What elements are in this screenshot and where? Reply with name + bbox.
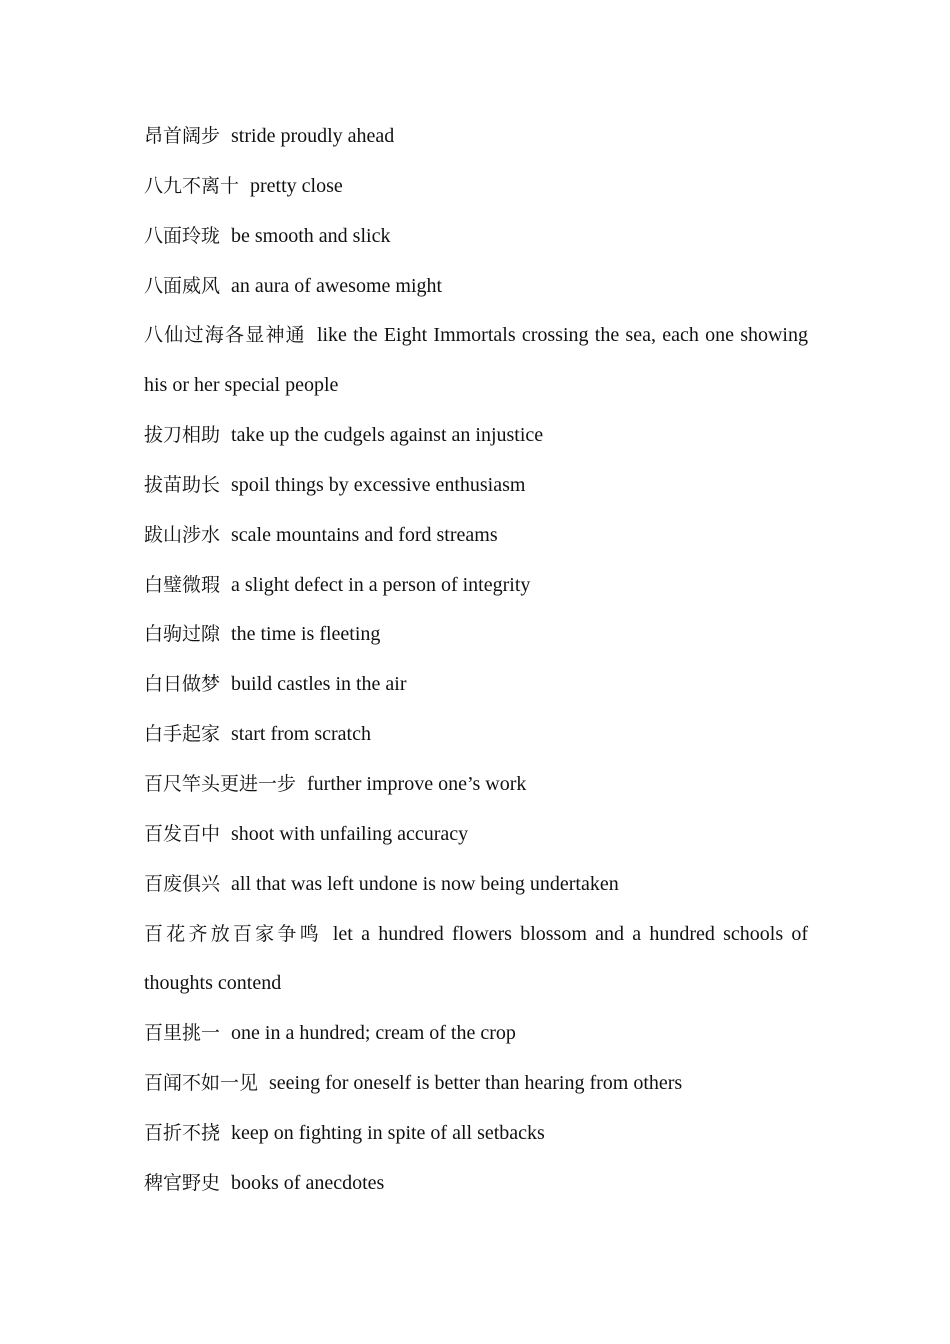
list-item [144, 461, 808, 511]
idiom-chinese: 百废俱兴 [144, 872, 221, 895]
idiom-english: keep on fighting in spite of all setbacks [231, 1121, 545, 1144]
idiom-chinese: 白手起家 [144, 723, 221, 746]
list-item [144, 610, 808, 660]
idiom-chinese: 白璧微瑕 [144, 573, 221, 596]
idiom-english: an aura of awesome might [231, 274, 443, 297]
idiom-chinese: 百闻不如一见 [144, 1072, 259, 1095]
idiom-chinese: 拔苗助长 [144, 473, 221, 496]
idiom-english: scale mountains and ford streams [231, 523, 498, 546]
list-item [144, 860, 808, 910]
idiom-english: all that was left undone is now being undertaken [231, 872, 619, 895]
list-item [144, 1159, 808, 1209]
list-item [144, 561, 808, 611]
idiom-english: seeing for oneself is better than hearing from others [269, 1072, 683, 1095]
idiom-english: a slight defect in a person of integrity [231, 573, 531, 596]
list-item [144, 760, 808, 810]
idiom-english: like the Eight Immortals crossing the sea, each one showing his or her special people [144, 324, 808, 397]
idiom-chinese: 百折不挠 [144, 1121, 221, 1144]
list-item [144, 910, 808, 1010]
idiom-chinese: 八仙过海各显神通 [144, 324, 306, 347]
idiom-english: shoot with unfailing accuracy [231, 822, 469, 845]
idiom-english: start from scratch [231, 723, 371, 746]
idiom-english: take up the cudgels against an injustice [231, 424, 544, 447]
idiom-chinese: 八面威风 [144, 274, 221, 297]
list-item [144, 1009, 808, 1059]
idiom-chinese: 拔刀相助 [144, 424, 221, 447]
idiom-chinese: 百里挑一 [144, 1022, 221, 1045]
idiom-chinese: 稗官野史 [144, 1171, 221, 1194]
list-item [144, 411, 808, 461]
idiom-english: let a hundred flowers blossom and a hundred schools of thoughts contend [144, 922, 808, 995]
idiom-english: be smooth and slick [231, 224, 391, 247]
idiom-english: further improve one’s work [307, 772, 527, 795]
idiom-chinese: 百尺竿头更进一步 [144, 772, 297, 795]
idiom-chinese: 百花齐放百家争鸣 [144, 922, 322, 945]
idiom-english: build castles in the air [231, 673, 407, 696]
list-item [144, 710, 808, 760]
idiom-chinese: 八九不离十 [144, 174, 240, 197]
idiom-english: pretty close [250, 174, 343, 197]
list-item [144, 810, 808, 860]
list-item [144, 311, 808, 411]
list-item [144, 660, 808, 710]
idiom-chinese: 跋山涉水 [144, 523, 221, 546]
idiom-chinese: 百发百中 [144, 822, 221, 845]
idiom-english: spoil things by excessive enthusiasm [231, 473, 526, 496]
idiom-chinese: 白日做梦 [144, 673, 221, 696]
idiom-list [144, 112, 808, 1209]
list-item [144, 262, 808, 312]
idiom-english: the time is fleeting [231, 623, 381, 646]
list-item [144, 162, 808, 212]
list-item [144, 1059, 808, 1109]
list-item [144, 1109, 808, 1159]
idiom-english: books of anecdotes [231, 1171, 385, 1194]
idiom-chinese: 八面玲珑 [144, 224, 221, 247]
list-item [144, 212, 808, 262]
list-item [144, 112, 808, 162]
idiom-chinese: 昂首阔步 [144, 125, 221, 147]
idiom-english: one in a hundred; cream of the crop [231, 1022, 516, 1045]
idiom-chinese: 白驹过隙 [144, 623, 221, 646]
idiom-english: stride proudly ahead [231, 125, 395, 147]
list-item [144, 511, 808, 561]
